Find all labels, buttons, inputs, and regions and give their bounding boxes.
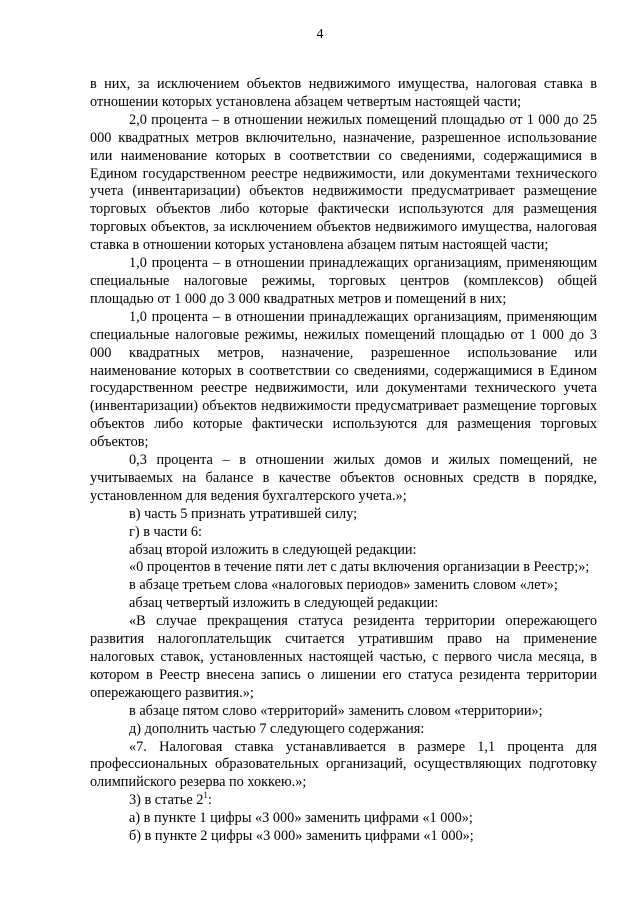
paragraph-text: д) дополнить частью 7 следующего содержания: [129, 720, 425, 737]
paragraph-text: а) в пункте 1 цифры «3 000» заменить цифрами «1 000»; [129, 810, 473, 827]
paragraph [90, 542, 597, 560]
page-number: 4 [316, 27, 324, 42]
paragraph [90, 595, 597, 613]
paragraph-text: 2,0 процента – в отношении нежилых помещений площадью от 1 000 до 25 000 квадратных метров включительно, назначение, разрешенное использование или наименование которых в соответствии со сведениями, содержащимися в Едином государственном реестре недвижимости, или документами технического учета (инвентаризации) объектов недвижимости предусматривает размещение торговых объектов либо которые фактически используются для размещения торговых объектов, за исключением объектов недвижимого имущества, налоговая ставка в отношении которых установлена абзацем пятым настоящей части; [90, 111, 597, 254]
paragraph-text: в абзаце третьем слова «налоговых периодов» заменить словом «лет»; [129, 577, 558, 594]
paragraph-text: в абзаце пятом слово «территорий» заменить словом «территории»; [129, 702, 543, 719]
paragraph [90, 524, 597, 542]
paragraph [90, 828, 597, 846]
paragraph [90, 309, 597, 452]
paragraph [90, 721, 597, 739]
paragraph [90, 112, 597, 255]
paragraph [90, 739, 597, 793]
paragraph [90, 613, 597, 703]
paragraph-text: «7. Налоговая ставка устанавливается в размере 1,1 процента для профессиональных образовательных организаций, осуществляющих подготовку олимпийского резерва по хоккею.»; [90, 738, 597, 791]
paragraph [90, 255, 597, 309]
superscript: 1 [203, 790, 208, 801]
paragraph [90, 452, 597, 506]
paragraph [90, 792, 597, 810]
paragraph-text: б) в пункте 2 цифры «3 000» заменить цифрами «1 000»; [129, 828, 474, 845]
paragraph-text: 3) в статье 2 [129, 792, 204, 809]
paragraph-text: «В случае прекращения статуса резидента территории опережающего развития налогоплательщик считается утратившим право на применение налоговых ставок, установленных настоящей частью, с первого числа месяца, в котором в Реестр внесена запись о лишении его статуса резидента территории опережающего развития.»; [90, 613, 597, 701]
document-body [90, 76, 597, 846]
paragraph-text: «0 процентов в течение пяти лет с даты включения организации в Реестр;»; [129, 559, 590, 576]
paragraph-suffix: : [207, 792, 212, 809]
paragraph-text: в них, за исключением объектов недвижимого имущества, налоговая ставка в отношении которых установлена абзацем четвертым настоящей части; [90, 76, 597, 110]
paragraph-text: г) в части 6: [129, 523, 202, 540]
paragraph-text: 0,3 процента – в отношении жилых домов и жилых помещений, не учитываемых на балансе в качестве объектов основных средств в порядке, установленном для ведения бухгалтерского учета.»; [90, 452, 597, 504]
paragraph-text: 1,0 процента – в отношении принадлежащих организациям, применяющим специальные налоговые режимы, торговых центров (комплексов) общей площадью от 1 000 до 3 000 квадратных метров и помещений в них; [90, 255, 597, 307]
paragraph [90, 703, 597, 721]
paragraph-text: абзац второй изложить в следующей редакции: [129, 541, 417, 558]
paragraph-text: абзац четвертый изложить в следующей редакции: [129, 595, 439, 612]
paragraph [90, 76, 597, 112]
paragraph [90, 577, 597, 595]
paragraph-text: в) часть 5 признать утратившей силу; [129, 505, 358, 522]
paragraph [90, 506, 597, 524]
paragraph [90, 810, 597, 828]
paragraph-text: 1,0 процента – в отношении принадлежащих организациям, применяющим специальные налоговые режимы, нежилых помещений площадью от 1 000 до 3 000 квадратных метров, назначение, разрешенное использование или наименование которых в соответствии со сведениями, содержащимися в Едином государственном реестре недвижимости, или документами технического учета (инвентаризации) объектов недвижимости предусматривает размещение торговых объектов либо которые фактически используются для размещения торговых объектов; [90, 308, 597, 451]
paragraph [90, 559, 597, 577]
